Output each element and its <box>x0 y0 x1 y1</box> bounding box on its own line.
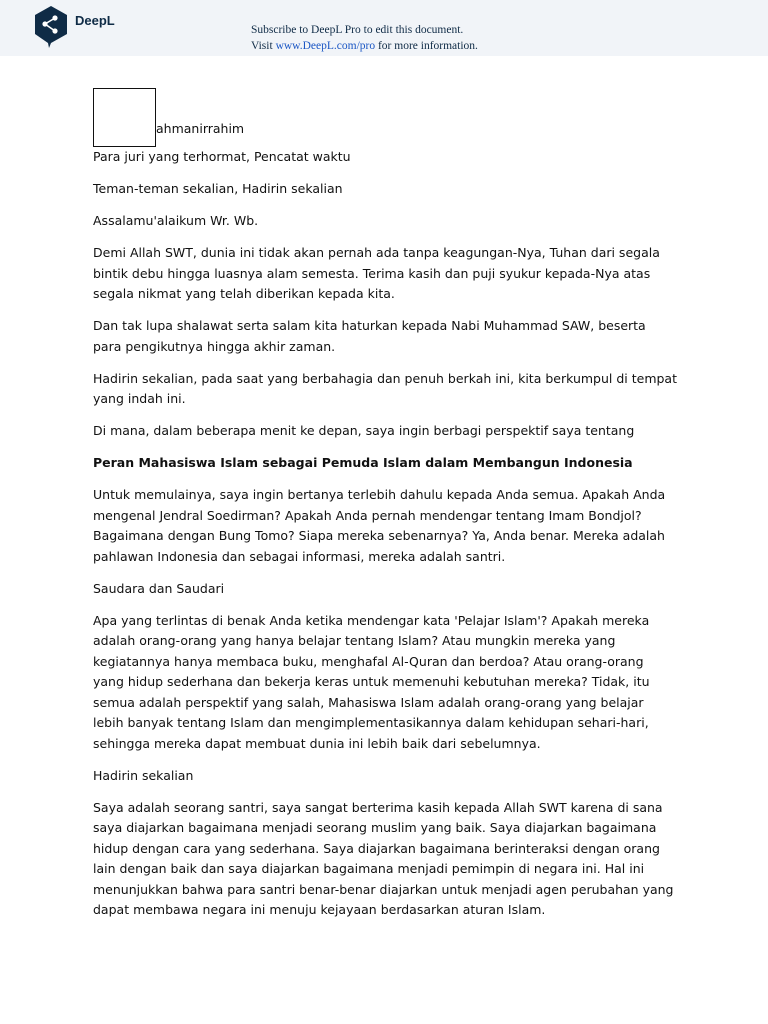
opening-line <box>93 88 677 147</box>
paragraph: Untuk memulainya, saya ingin bertanya terlebih dahulu kepada Anda semua. Apakah Anda mengenal Jendral Soedirman? Apakah Anda pernah mendengar tentang Imam Bondjol? Bagaimana dengan Bung Tomo? Siapa mereka sebenarnya? Ya, Anda benar. Mereka adalah pahlawan Indonesia dan sebagai informasi, mereka adalah santri. <box>93 487 666 564</box>
image-placeholder-box <box>93 88 156 147</box>
paragraph: Di mana, dalam beberapa menit ke depan, saya ingin berbagi perspektif saya tentang <box>93 423 635 438</box>
paragraph: Demi Allah SWT, dunia ini tidak akan pernah ada tanpa keagungan-Nya, Tuhan dari segala bintik debu hingga luasnya alam semesta. Terima kasih dan puji syukur kepada-Nya atas segala nikmat yang telah diberikan kepada kita. <box>93 245 660 301</box>
promo-line-2 <box>251 38 478 54</box>
paragraph: Saudara dan Saudari <box>93 580 225 596</box>
promo-suffix: for more information. <box>375 40 478 52</box>
paragraph: Saya adalah seorang santri, saya sangat berterima kasih kepada Allah SWT karena di sana saya diajarkan bagaimana menjadi seorang muslim yang baik. Saya diajarkan bagaimana hidup dengan cara yang sederhana. Saya diajarkan bagaimana berinteraksi dengan orang lain dengan baik dan saya diajarkan bagaimana menjadi pemimpin di negara ini. Hal ini menunjukkan bahwa para santri benar-benar diajarkan untuk menjadi agen perubahan yang dapat membawa negara ini menuju kejayaan berdasarkan aturan Islam. <box>93 799 674 917</box>
promo-text <box>251 22 478 54</box>
deepl-logo-icon <box>33 5 69 49</box>
paragraph: Apa yang terlintas di benak Anda ketika mendengar kata 'Pelajar Islam'? Apakah mereka adalah orang-orang yang hanya belajar tentang Islam? Atau mungkin mereka yang kegiatannya hanya membaca buku, menghafal Al-Quran dan berdoa? Atau orang-orang yang hidup sederhana dan bekerja keras untuk memenuhi kebutuhan mereka? Tidak, itu semua adalah perspektif yang salah, Mahasiswa Islam adalah orang-orang yang belajar lebih banyak tentang Islam dan mengimplementasikannya dalam kehidupan sehari-hari, sehingga mereka dapat membuat dunia ini lebih baik dari sebelumnya. <box>93 612 650 751</box>
speech-topic-heading: Peran Mahasiswa Islam sebagai Pemuda Islam dalam Membangun Indonesia <box>93 455 633 470</box>
paragraph: Teman-teman sekalian, Hadirin sekalian <box>93 181 343 196</box>
document-body <box>93 88 677 932</box>
brand-name: DeepL <box>75 12 115 28</box>
paragraph: Assalamu'alaikum Wr. Wb. <box>93 213 259 228</box>
paragraph: Hadirin sekalian, pada saat yang berbahagia dan penuh berkah ini, kita berkumpul di tempat yang indah ini. <box>93 370 677 406</box>
deepl-banner <box>0 0 768 56</box>
deepl-pro-link[interactable]: www.DeepL.com/pro <box>275 40 376 52</box>
deepl-logo[interactable] <box>33 5 115 49</box>
opening-fragment: ahmanirrahim <box>156 120 245 136</box>
promo-prefix: Visit <box>251 40 276 52</box>
paragraph: Hadirin sekalian <box>93 767 194 783</box>
paragraph: Para juri yang terhormat, Pencatat waktu <box>93 149 351 164</box>
promo-line-1: Subscribe to DeepL Pro to edit this document. <box>251 24 464 36</box>
paragraph: Dan tak lupa shalawat serta salam kita haturkan kepada Nabi Muhammad SAW, beserta para pengikutnya hingga akhir zaman. <box>93 318 646 354</box>
